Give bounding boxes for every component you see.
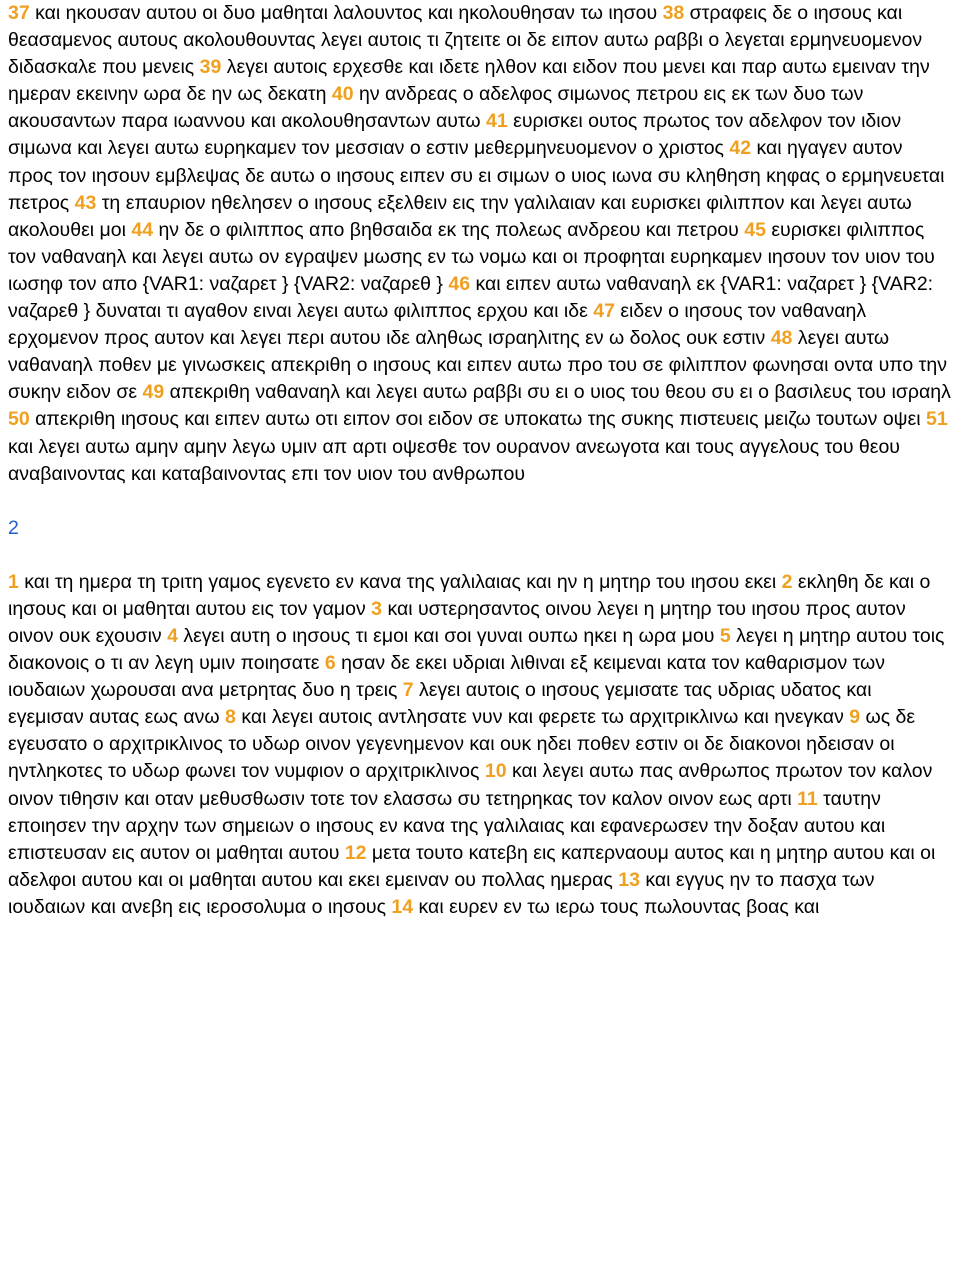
verse-text: και ηκουσαν αυτου οι δυο μαθηται λαλουντος και ηκολουθησαν τω ιησου <box>29 2 663 24</box>
spacer <box>8 542 952 569</box>
verse-text: ην δε ο φιλιππος απο βηθσαιδα εκ της πολεως ανδρεου και πετρου <box>153 218 745 241</box>
verse-text: και υστερησαντος οινου λεγει η μητηρ του ιησου προς αυτον οινον ουκ εχουσιν <box>8 597 906 647</box>
verse-number: 12 <box>344 841 367 864</box>
verse-number: 10 <box>484 760 507 783</box>
verse-text: ησαν δε εκει υδριαι λιθιναι εξ κειμεναι κατα τον καθαρισμον των ιουδαιων χωρουσαι ανα μετρητας δυο η τρεις <box>8 652 886 702</box>
verse-number: 46 <box>448 272 471 295</box>
verse-number: 6 <box>324 652 336 675</box>
verse-number: 40 <box>331 83 354 106</box>
verse-number: 42 <box>729 137 752 160</box>
verse-text: απεκριθη ναθαναηλ και λεγει αυτω ραββι συ ει ο υιος του θεου συ ει ο βασιλευς του ισραηλ <box>164 381 951 404</box>
verse-number: 49 <box>142 381 165 404</box>
verse-number: 1 <box>8 570 19 593</box>
verse-number: 4 <box>167 624 178 647</box>
chapter-2-text <box>8 569 952 921</box>
verse-text: ως δε εγευσατο ο αρχιτρικλινος το υδωρ οινον γεγενημενον και ουκ ηδει ποθεν εστιν οι δε διακονοι ηδεισαν οι ηντληκοτες το υδωρ φωνει τον νυμφιον ο αρχιτρικλινος <box>8 706 916 783</box>
verse-text: και εγγυς ην το πασχα των ιουδαιων και ανεβη εις ιεροσολυμα ο ιησους <box>8 868 875 918</box>
verse-text: λεγει αυτω ναθαναηλ ποθεν με γινωσκεις απεκριθη ο ιησους και ειπεν αυτω προ του σε φιλιππον φωνησαι οντα υπο την συκην ειδον σε <box>8 327 947 404</box>
verse-text: στραφεις δε ο ιησους και θεασαμενος αυτους ακολουθουντας λεγει αυτοις τι ζητειτε οι δε ειπον αυτω ραββι ο λεγεται ερμηνευομενον διδασκαλε που μενεις <box>8 2 923 79</box>
verse-number: 5 <box>719 624 731 647</box>
verse-text: και λεγει αυτοις αντλησατε νυν και φερετε τω αρχιτρικλινω και ηνεγκαν <box>235 706 850 729</box>
verse-text: ην ανδρεας ο αδελφος σιμωνος πετρου εις εκ των δυο των ακουσαντων παρα ιωαννου και ακολουθησαντων αυτω <box>8 83 864 133</box>
verse-text: λεγει αυτοις ερχεσθε και ιδετε ηλθον και ειδον που μενει και παρ αυτω εμειναν την ημεραν εκεινην ωρα δε ην ως δεκατη <box>8 56 930 106</box>
verse-text: ειδεν ο ιησους τον ναθαναηλ ερχομενον προς αυτον και λεγει περι αυτου ιδε αληθως ισραηλιτης εν ω δολος ουκ εστιν <box>8 300 867 350</box>
verse-text: και λεγει αυτω πας ανθρωπος πρωτον τον καλον οινον τιθησιν και οταν μεθυσθωσιν τοτε τον ελασσω συ τετηρηκας τον καλον οινον εως αρτι <box>8 760 933 810</box>
verse-text: απεκριθη ιησους και ειπεν αυτω οτι ειπον σοι ειδον σε υποκατω της συκης πιστευεις μειζω τουτων οψει <box>29 408 927 431</box>
verse-text: και ηγαγεν αυτον προς τον ιησουν εμβλεψας δε αυτω ο ιησους ειπεν συ ει σιμων ο υιος ιωνα συ κληθηση κηφας ο ερμηνευεται πετρος <box>8 137 945 214</box>
verse-number: 38 <box>662 2 685 24</box>
verse-number: 9 <box>849 706 861 729</box>
verse-number: 2 <box>781 570 793 593</box>
verse-text: ευρισκει φιλιππος τον ναθαναηλ και λεγει αυτω ον εγραψεν μωσης εν τω νομω και οι προφηται ευρηκαμεν ιησουν τον υιον του ιωσηφ τον απο {VAR1: ναζαρετ } {VAR2: ναζαρεθ } <box>8 218 935 295</box>
chapter-heading: 2 <box>8 516 19 539</box>
verse-number: 51 <box>926 408 948 431</box>
verse-text: και ειπεν αυτω ναθαναηλ εκ {VAR1: ναζαρετ } {VAR2: ναζαρεθ } δυναται τι αγαθον ειναι λεγει αυτω φιλιππος ερχου και ιδε <box>8 272 934 323</box>
verse-number: 8 <box>225 706 236 729</box>
spacer <box>8 488 952 515</box>
verse-number: 41 <box>486 110 508 133</box>
verse-text: τη επαυριον ηθελησεν ο ιησους εξελθειν εις την γαλιλαιαν και ευρισκει φιλιππον και λεγει αυτω ακολουθει μοι <box>8 191 912 241</box>
verse-number: 44 <box>131 218 154 241</box>
verse-number: 3 <box>371 597 383 620</box>
verse-number: 13 <box>618 868 640 891</box>
verse-text: ευρισκει ουτος πρωτος τον αδελφον τον ιδιον σιμωνα και λεγει αυτω ευρηκαμεν τον μεσσιαν ο εστιν μεθερμηνευομενον ο χριστος <box>8 110 902 160</box>
verse-text: εκληθη δε και ο ιησους και οι μαθηται αυτου εις τον γαμον <box>8 570 931 620</box>
verse-number: 45 <box>744 218 766 241</box>
verse-number: 14 <box>391 895 414 918</box>
verse-number: 7 <box>402 679 414 702</box>
verse-number: 48 <box>770 327 793 350</box>
verse-text: λεγει η μητηρ αυτου τοις διακονοις ο τι αν λεγη υμιν ποιησατε <box>8 624 945 675</box>
verse-text: και λεγει αυτω αμην αμην λεγω υμιν απ αρτι οψεσθε τον ουρανον ανεωγοτα και τους αγγελους του θεου αναβαινοντας και καταβαινοντας επι τον υιον του ανθρωπου <box>8 435 900 485</box>
verse-text: ταυτην εποιησεν την αρχην των σημειων ο ιησους εν κανα της γαλιλαιας και εφανερωσεν την δοξαν αυτου και επιστευσαν εις αυτον οι μαθηται αυτου <box>8 787 886 864</box>
verse-number: 11 <box>797 787 818 810</box>
verse-number: 39 <box>199 56 222 79</box>
verse-number: 37 <box>8 2 30 24</box>
verse-number: 50 <box>8 408 30 431</box>
verse-text: λεγει αυτοις ο ιησους γεμισατε τας υδριας υδατος και εγεμισαν αυτας εως ανω <box>8 679 872 729</box>
verse-text: μετα τουτο κατεβη εις καπερναουμ αυτος και η μητηρ αυτου και οι αδελφοι αυτου και οι μαθηται αυτου και εκει εμειναν ου πολλας ημερας <box>8 841 936 891</box>
verse-text: και ευρεν εν τω ιερω τους πωλουντας βοας και <box>413 895 820 918</box>
verse-number: 47 <box>593 300 615 323</box>
verse-number: 43 <box>74 191 97 214</box>
verse-text: λεγει αυτη ο ιησους τι εμοι και σοι γυναι ουπω ηκει η ωρα μου <box>177 624 720 647</box>
chapter-1-text <box>8 0 952 488</box>
verse-text: και τη ημερα τη τριτη γαμος εγενετο εν κανα της γαλιλαιας και ην η μητηρ του ιησου εκει <box>18 570 782 593</box>
document-page <box>8 0 952 921</box>
